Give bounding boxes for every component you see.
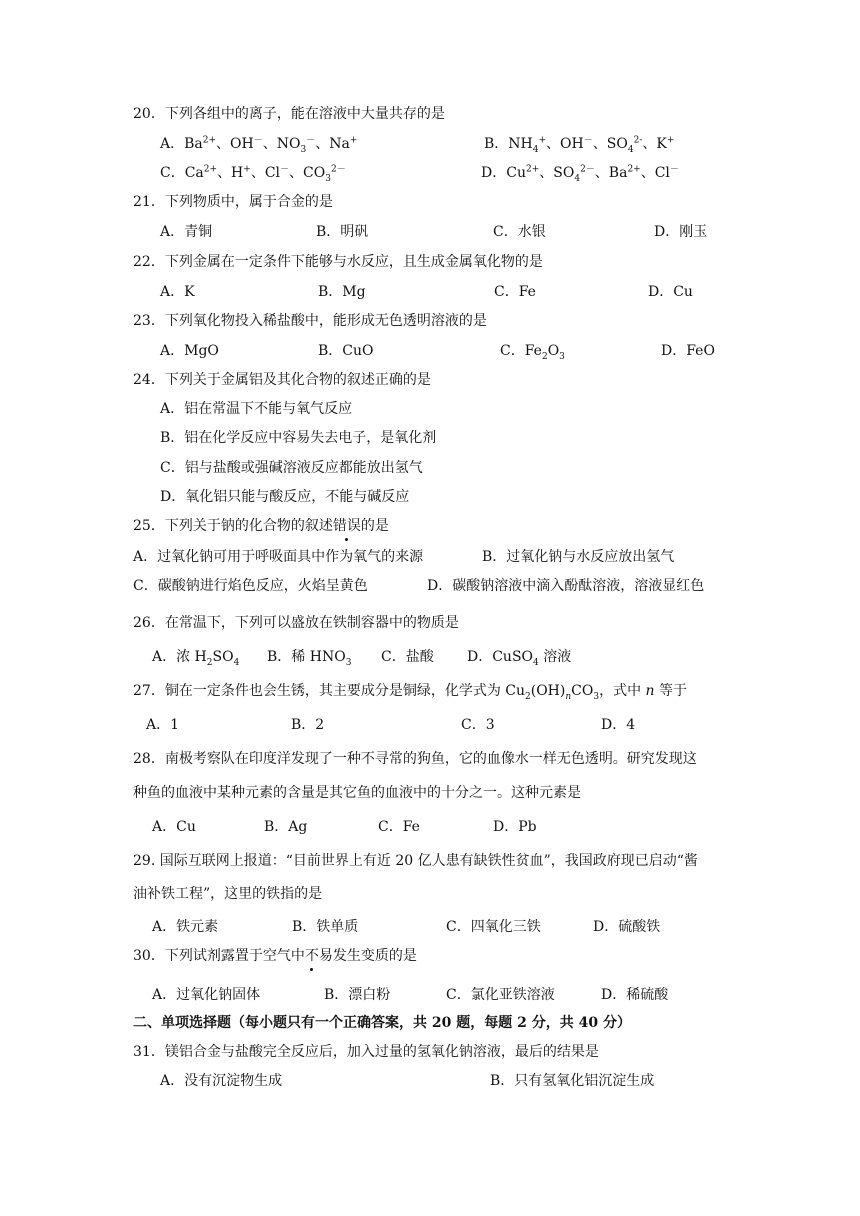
- question-26-option-c: C．盐酸: [381, 649, 434, 665]
- question-28-stem-line2: 种鱼的血液中某种元素的含量是其它鱼的血液中的十分之一。这种元素是: [133, 785, 581, 801]
- question-28-option-c: C．Fe: [378, 819, 420, 835]
- option-label: A．: [160, 136, 185, 152]
- question-30-option-c: C．氯化亚铁溶液: [446, 987, 555, 1003]
- question-25-option-c: C．碳酸钠进行焰色反应，火焰呈黄色: [133, 578, 368, 594]
- question-29-option-d: D．硫酸铁: [593, 919, 661, 935]
- question-21-option-b: B．明矾: [316, 224, 369, 240]
- question-28-stem-line1: 28．南极考察队在印度洋发现了一种不寻常的狗鱼，它的血像水一样无色透明。研究发现这: [133, 751, 697, 767]
- question-20-option-a: A．$Ba^{2+}$、OH－、$NO_3^-$、Na+: [160, 135, 358, 155]
- question-20-option-c: C．$Ca^{2+}$、H+、Cl－、$CO_3^{2-}$: [160, 164, 346, 184]
- question-22-option-b: B．Mg: [318, 284, 366, 300]
- question-26-option-a: A．浓 $H_2SO_4$: [152, 649, 240, 668]
- question-25-option-b: B．过氧化钠与水反应放出氢气: [482, 549, 675, 565]
- option-label: D．: [481, 165, 507, 181]
- question-29-option-b: B．铁单质: [292, 919, 359, 935]
- question-23-stem: 23．下列氧化物投入稀盐酸中，能形成无色透明溶液的是: [133, 313, 487, 329]
- question-25-option-d: D．碳酸钠溶液中滴入酚酞溶液，溶液显红色: [427, 578, 705, 594]
- question-27-option-a: A．1: [146, 717, 180, 733]
- question-27-option-b: B．2: [291, 717, 325, 733]
- question-29-option-a: A．铁元素: [152, 919, 219, 935]
- stem-text: 30．下列试剂露置于空气中: [133, 948, 305, 964]
- question-29-stem-line2: 油补铁工程”，这里的铁指的是: [133, 886, 323, 902]
- question-24-option-a: A．铝在常温下不能与氧气反应: [160, 401, 353, 417]
- question-22-option-c: C．Fe: [494, 284, 536, 300]
- question-24-option-b: B．铝在化学反应中容易失去电子，是氧化剂: [160, 430, 437, 446]
- stem-text: 易发生变质的是: [318, 948, 417, 964]
- question-28-option-b: B．Ag: [264, 819, 308, 835]
- question-20-option-b: B．$NH_4^+$、OH－、$SO_4^{2-}$、K+: [484, 135, 675, 155]
- question-25-stem: [133, 516, 389, 536]
- option-label: C．: [160, 165, 185, 181]
- question-30-option-a: A．过氧化钠固体: [152, 987, 261, 1003]
- question-23-option-d: D．FeO: [661, 343, 715, 359]
- question-29-option-c: C．四氧化三铁: [446, 919, 541, 935]
- question-24-stem: 24．下列关于金属铝及其化合物的叙述正确的是: [133, 372, 431, 388]
- question-22-option-d: D．Cu: [648, 284, 693, 300]
- question-31-stem: 31．镁铝合金与盐酸完全反应后，加入过量的氢氧化钠溶液，最后的结果是: [133, 1044, 599, 1060]
- question-23-option-a: A．MgO: [160, 343, 219, 359]
- question-30-option-d: D．稀硫酸: [601, 987, 669, 1003]
- question-31-option-a: A．没有沉淀物生成: [160, 1073, 283, 1089]
- question-30-stem: [133, 946, 417, 966]
- question-27-option-c: C．3: [461, 717, 495, 733]
- question-29-stem-line1: 29. 国际互联网上报道：“目前世界上有近 20 亿人患有缺铁性贫血”，我国政府现已启动“酱: [133, 853, 698, 869]
- question-24-option-c: C．铝与盐酸或强碱溶液反应都能放出氢气: [160, 460, 423, 476]
- question-31-option-b: B．只有氢氧化铝沉淀生成: [490, 1073, 655, 1089]
- stem-text: 的是: [360, 518, 389, 534]
- question-21-option-a: A．青铜: [160, 224, 213, 240]
- question-23-option-c: C．$Fe_2O_3$: [500, 343, 565, 362]
- question-21-option-c: C．水银: [493, 224, 546, 240]
- question-25-option-a: A．过氧化钠可用于呼吸面具中作为氧气的来源: [133, 549, 424, 565]
- question-26-option-b: B．稀 $HNO_3$: [267, 649, 352, 668]
- emphasized-word: 错误: [332, 518, 361, 534]
- section-2-heading: 二、单项选择题（每小题只有一个正确答案，共 20 题，每题 2 分，共 40 分）: [133, 1015, 631, 1031]
- question-27-option-d: D．4: [601, 717, 636, 733]
- question-23-option-b: B．CuO: [318, 343, 374, 359]
- question-24-option-d: D．氧化铝只能与酸反应，不能与碱反应: [160, 489, 410, 505]
- question-28-option-d: D．Pb: [493, 819, 537, 835]
- question-20-option-d: D．$Cu^{2+}$、$SO_4^{2-}$、$Ba^{2+}$、Cl－: [481, 164, 679, 184]
- stem-text: 25．下列关于钠的化合物的叙述: [133, 518, 333, 534]
- emphasized-word: 不: [304, 948, 319, 964]
- question-20-stem: 20．下列各组中的离子，能在溶液中大量共存的是: [133, 106, 445, 122]
- question-26-stem: 26．在常温下，下列可以盛放在铁制容器中的物质是: [133, 615, 459, 631]
- question-26-option-d: D．CuSO$_4$ 溶液: [467, 649, 572, 668]
- question-22-stem: 22．下列金属在一定条件下能够与水反应，且生成金属氧化物的是: [133, 254, 543, 270]
- question-21-stem: 21．下列物质中，属于合金的是: [133, 194, 333, 210]
- question-27-stem: 27．铜在一定条件也会生锈，其主要成分是铜绿，化学式为 $Cu_2(OH)_nCO_3$，式中 n 等于: [133, 683, 688, 702]
- question-21-option-d: D．刚玉: [654, 224, 708, 240]
- question-28-option-a: A．Cu: [152, 819, 196, 835]
- question-30-option-b: B．漂白粉: [324, 987, 391, 1003]
- question-22-option-a: A．K: [160, 284, 195, 300]
- option-label: B．: [484, 136, 509, 152]
